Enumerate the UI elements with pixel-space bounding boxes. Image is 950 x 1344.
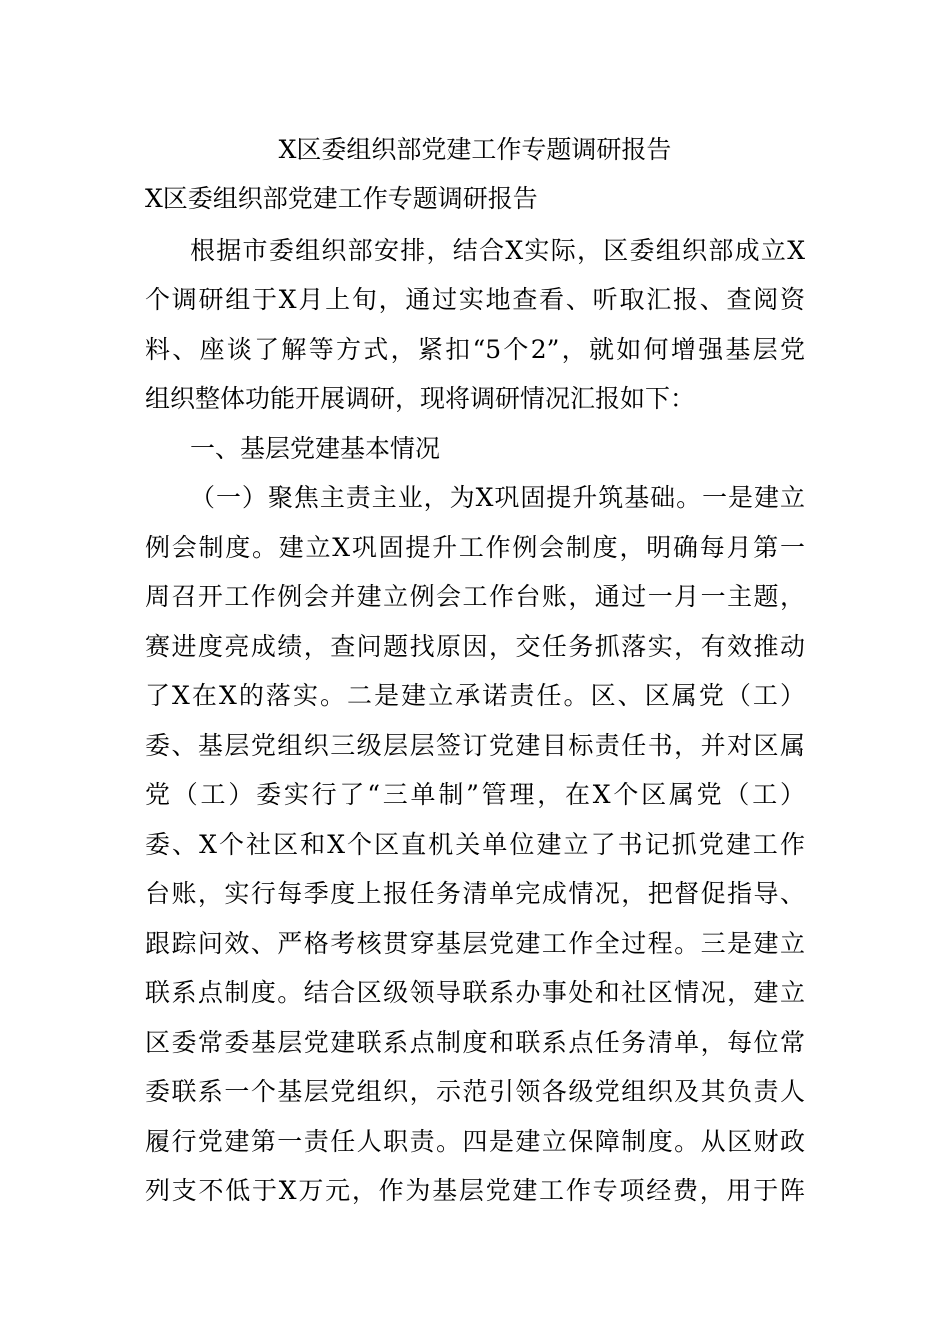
section-heading: 一、基层党建基本情况 [190,434,441,463]
paragraph-line: 跟踪问效、严格考核贯穿基层党建工作全过程。三是建立 [145,929,805,958]
paragraph-line: 委、X个社区和X个区直机关单位建立了书记抓党建工作 [145,830,805,859]
paragraph-line: 台账，实行每季度上报任务清单完成情况，把督促指导、 [145,879,805,908]
paragraph-line: 组织整体功能开展调研，现将调研情况汇报如下： [145,384,696,413]
paragraph-line: 根据市委组织部安排，结合X实际，区委组织部成立X [190,236,805,265]
paragraph-line: 赛进度亮成绩，查问题找原因，交任务抓落实，有效推动 [145,632,805,661]
paragraph-line: 党（工）委实行了“三单制”管理，在X个区属党（工） [145,780,805,809]
paragraph-line: （一）聚焦主责主业，为X巩固提升筑基础。一是建立 [190,483,805,512]
paragraph-line: 例会制度。建立X巩固提升工作例会制度，明确每月第一 [145,533,805,562]
paragraph-line: 区委常委基层党建联系点制度和联系点任务清单，每位常 [145,1028,805,1057]
document-subtitle: X区委组织部党建工作专题调研报告 [145,184,538,213]
document-title: X区委组织部党建工作专题调研报告 [278,135,672,164]
paragraph-line: 周召开工作例会并建立例会工作台账，通过一月一主题， [145,582,805,611]
paragraph-line: 个调研组于X月上旬，通过实地查看、听取汇报、查阅资 [145,285,805,314]
paragraph-line: 履行党建第一责任人职责。四是建立保障制度。从区财政 [145,1127,805,1156]
paragraph-line: 联系点制度。结合区级领导联系办事处和社区情况，建立 [145,978,805,1007]
paragraph-line: 列支不低于X万元，作为基层党建工作专项经费，用于阵 [145,1176,805,1205]
paragraph-line: 委、基层党组织三级层层签订党建目标责任书，并对区属 [145,731,805,760]
paragraph-line: 料、座谈了解等方式，紧扣“5个2”，就如何增强基层党 [145,335,805,364]
paragraph-line: 了X在X的落实。二是建立承诺责任。区、区属党（工） [145,681,805,710]
paragraph-line: 委联系一个基层党组织，示范引领各级党组织及其负责人 [145,1077,805,1106]
